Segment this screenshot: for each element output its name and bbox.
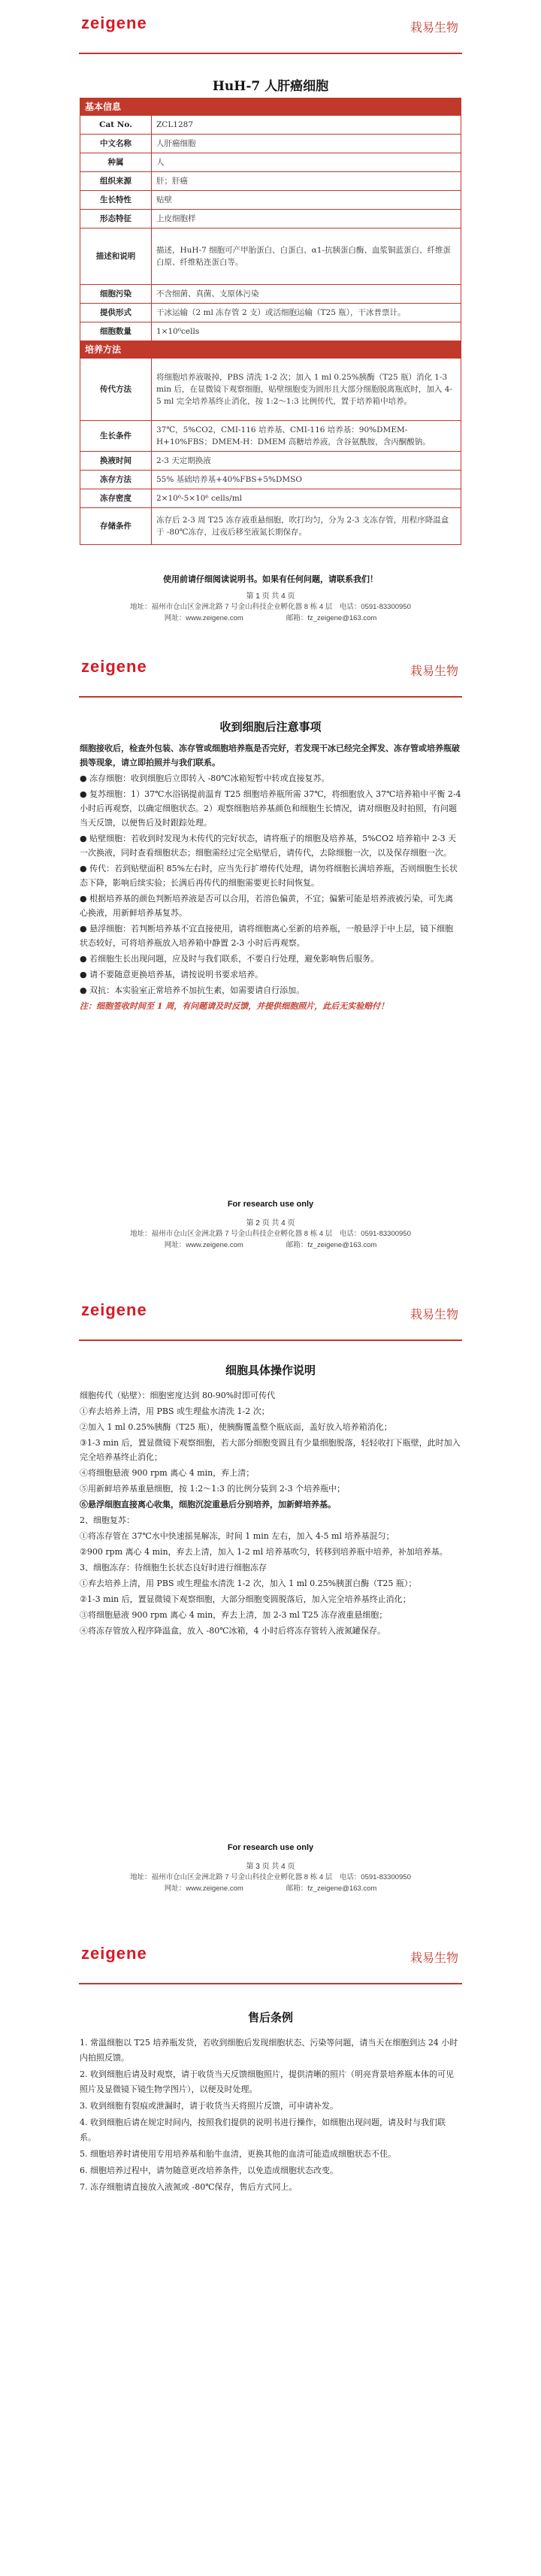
- section-title: 售后条例: [247, 2011, 293, 2024]
- list-item: ④将冻存管放入程序降温盒，放入 -80℃冰箱，4 小时后将冻存管转入液氮罐保存。: [80, 1626, 386, 1636]
- list-item: ● 贴壁细胞：若收到时发现为未传代的完好状态，请将瓶子的细胞及培养基，5%CO2 培养箱中 2-3 天一次换液，同时查看细胞状态；细胞需经过完全贴壁后，请传代，去除细胞一次，以及保存细胞一次。: [80, 834, 457, 858]
- page-number: 第 3 页 共 4 页: [246, 1863, 295, 1871]
- page-header: [0, 1287, 541, 1339]
- table-row: 换液时间 2-3 天定期换液: [80, 452, 461, 471]
- list-item: 5. 细胞培养时请使用专用培养基和胎牛血清，更换其他的血清可能造成细胞状态不佳。: [80, 2149, 396, 2159]
- zeigene-logo: zeigene: [81, 14, 147, 32]
- list-item: ● 悬浮细胞：若判断培养基不宜直接使用，请将细胞离心至新的培养瓶，一般悬浮于中上层，镜下细胞状态较好，可将培养瓶放入培养箱中静置 2-3 小时后再观察。: [80, 924, 454, 948]
- table-row: 细胞数量 1×10⁶cells: [80, 322, 461, 341]
- header-divider: [79, 1339, 462, 1341]
- page-header: [0, 0, 541, 53]
- notice-text: 使用前请仔细阅读说明书。如果有任何问题，请联系我们！: [163, 574, 378, 584]
- list-item: ● 双抗：本实验室正常培养不加抗生素，如需要请自行添加。: [80, 985, 305, 995]
- table-row: 冻存密度 2×10⁶-5×10⁶ cells/ml: [80, 489, 461, 508]
- spec-table: [80, 98, 461, 545]
- table-row: 冻存方法 55% 基础培养基+40%FBS+5%DMSO: [80, 471, 461, 489]
- footer-web: 网址：www.zeigene.com 邮箱：fz_zeigene@163.com: [164, 614, 377, 622]
- section-culture-method: 培养方法: [80, 341, 461, 359]
- brand-name: 栽易生物: [410, 664, 458, 678]
- research-use-label: For research use only: [227, 1200, 314, 1209]
- list-item: 3. 收到细胞有裂痕或泄漏时，请于收货当天将照片反馈，可申请补发。: [80, 2101, 338, 2111]
- warning-note: 注：细胞签收时间至 1 周，有问题请及时反馈，并提供细胞照片，此后无实验赔付！: [80, 1001, 389, 1011]
- table-row: 细胞污染 不含细菌、真菌、支原体污染: [80, 285, 461, 304]
- page-4: [0, 1930, 541, 2576]
- table-row: Cat No. ZCL1287: [80, 116, 461, 135]
- list-item: ②1-3 min 后，置显微镜下观察细胞，大部分细胞变圆脱落后，加入完全培养基终止消化；: [80, 1594, 411, 1604]
- list-item: ● 复苏细胞：1）37℃水浴锅提前温育 T25 细胞培养瓶所需 37℃，将细胞放入 37℃培养箱中平衡 2-4 小时后再观察，以确定细胞状态。2）观察细胞培养基颜色和细胞生长情况，请对细胞及时拍照，有问题当天反馈，以便售后及时跟踪处理。: [80, 789, 461, 828]
- table-row: 生长条件 37℃，5%CO2，CMI-116 培养基、CMI-116 培养基：90%DMEM-H+10%FBS；DMEM-H：DMEM 高糖培养液，含谷氨酰胺，含丙酮酸钠。: [80, 421, 461, 452]
- page-2: [0, 643, 541, 1287]
- research-use-label: For research use only: [227, 1843, 314, 1852]
- table-row: 种属 人: [80, 153, 461, 172]
- list-item: ①将冻存管在 37℃水中快速摇晃解冻，时间 1 min 左右，加入 4-5 ml 培养基混匀；: [80, 1531, 394, 1541]
- header-divider: [79, 696, 462, 698]
- list-item: ● 传代：若到贴壁面积 85%左右时，应当先行扩增传代处理，请勿将细胞长满培养瓶，否则细胞生长状态下降，影响后续实验；长满后再传代的细胞需要更长时间恢复。: [80, 864, 458, 888]
- table-row: 传代方法 将细胞培养液吸掉，PBS 清洗 1-2 次；加入 1 ml 0.25%胰酶（T25 瓶）消化 1-3 min 后，在显微镜下观察细胞，贴壁细胞变为圆形且大部分细胞脱离瓶底时，加入 4-5 ml 完全培养基终止消化，按 1:2～1:3 比例传代，置于培养箱中培养。: [80, 359, 461, 421]
- paragraph: 细胞传代（贴壁）：细胞密度达到 80-90%时即可传代: [80, 1391, 276, 1400]
- list-item: ②900 rpm 离心 4 min，弃去上清，加入 1-2 ml 培养基吹匀，转移到培养瓶中培养，补加培养基。: [80, 1547, 448, 1557]
- brand-name: 栽易生物: [410, 1307, 458, 1321]
- footer-address: 地址：福州市仓山区金洲北路 7 号金山科技企业孵化器 8 栋 4 层 电话：0591-83300950: [130, 1230, 411, 1238]
- page-3: [0, 1287, 541, 1930]
- paragraph: 细胞接收后，检查外包装、冻存管或细胞培养瓶是否完好，若发现干冰已经完全挥发、冻存管或培养瓶破损等现象，请立即拍照并与我们联系。: [80, 743, 460, 767]
- section-title: 细胞具体操作说明: [225, 1364, 316, 1377]
- table-row: 中文名称 人肝癌细胞: [80, 135, 461, 153]
- list-item: 4. 收到细胞后请在规定时间内，按照我们提供的说明书进行操作，如细胞出现问题，请及时与我们联系。: [80, 2117, 446, 2142]
- list-item: ③1-3 min 后，置显微镜下观察细胞，若大部分细胞变圆且有少量细胞脱落，轻轻收打下瓶壁，此时加入完全培养基终止消化；: [80, 1438, 461, 1462]
- list-item: ● 若细胞生长出现问题，应及时与我们联系，不要自行处理，避免影响售后服务。: [80, 954, 379, 964]
- footer-web: 网址：www.zeigene.com 邮箱：fz_zeigene@163.com: [164, 1241, 377, 1249]
- list-item: 6. 细胞培养过程中，请勿随意更改培养条件，以免造成细胞状态改变。: [80, 2166, 338, 2175]
- zeigene-logo: zeigene: [81, 1300, 147, 1319]
- section-basic-info: 基本信息: [80, 98, 461, 116]
- footer-web: 网址：www.zeigene.com 邮箱：fz_zeigene@163.com: [164, 1884, 377, 1893]
- operation-body: [80, 1388, 461, 1639]
- page-number: 第 2 页 共 4 页: [246, 1219, 295, 1227]
- list-item: 1. 常温细胞以 T25 培养瓶发货，若收到细胞后发现细胞状态、污染等问题，请当天在细胞到达 24 小时内拍照反馈。: [80, 2038, 458, 2063]
- page-header: [0, 1930, 541, 1983]
- zeigene-logo: zeigene: [81, 1944, 147, 1963]
- paragraph: 2、细胞复苏：: [80, 1515, 134, 1525]
- table-row: 组织来源 肝；肝癌: [80, 172, 461, 191]
- section-title: 收到细胞后注意事项: [219, 720, 322, 734]
- list-item: ③将细胞悬液 900 rpm 离心 4 min，弃去上清，加 2-3 ml T25 冻存液重悬细胞；: [80, 1610, 388, 1620]
- table-row: 描述和说明 描述，HuH-7 细胞可产甲胎蛋白、白蛋白、α1-抗胰蛋白酶、血浆铜蓝蛋白、纤维蛋白原、纤维粘连蛋白等。: [80, 229, 461, 285]
- table-row: 形态特征 上皮细胞样: [80, 210, 461, 229]
- zeigene-logo: zeigene: [81, 657, 147, 676]
- list-item: 7. 冻存细胞请直接放入液氮或 -80℃保存，售后方式同上。: [80, 2182, 298, 2192]
- table-row: 存储条件 冻存后 2-3 周 T25 冻存液重悬细胞，吹打均匀，分为 2-3 支冻存管，用程序降温盒于 -80℃冻存，过夜后移至液氮长期保存。: [80, 508, 461, 545]
- list-item: ①弃去培养上清，用 PBS 或生理盐水清洗 1-2 次，加入 1 ml 0.25%胰蛋白酶（T25 瓶）；: [80, 1579, 417, 1588]
- list-item: ①弃去培养上清，用 PBS 或生理盐水清洗 1-2 次；: [80, 1406, 270, 1416]
- list-item: ⑥悬浮细胞直接离心收集，细胞沉淀重悬后分别培养，加新鲜培养基。: [80, 1500, 336, 1509]
- list-item: ②加入 1 ml 0.25%胰酶（T25 瓶），使胰酶覆盖整个瓶底面，盖好放入培养箱消化；: [80, 1422, 392, 1432]
- list-item: 2. 收到细胞后请及时观察，请于收货当天反馈细胞照片，提供清晰的照片（明亮背景培养瓶本体的可见照片及显微镜下镜生物学图片），以便及时处理。: [80, 2069, 454, 2094]
- page-number: 第 1 页 共 4 页: [246, 592, 295, 601]
- brand-name: 栽易生物: [410, 1951, 458, 1965]
- table-row: 生长特性 贴壁: [80, 191, 461, 210]
- list-item: ● 请不要随意更换培养基，请按说明书要求培养。: [80, 970, 264, 979]
- table-row: 提供形式 干冰运输（2 ml 冻存管 2 支）或活细胞运输（T25 瓶），干冰普票计。: [80, 304, 461, 322]
- header-divider: [79, 1983, 462, 1984]
- page-1: [0, 0, 541, 643]
- notes-body: [80, 741, 461, 1015]
- footer-address: 地址：福州市仓山区金洲北路 7 号金山科技企业孵化器 8 栋 4 层 电话：0591-83300950: [130, 603, 411, 611]
- header-divider: [79, 53, 462, 54]
- list-item: ④将细胞悬液 900 rpm 离心 4 min，弃上清；: [80, 1468, 255, 1478]
- page-header: [0, 643, 541, 696]
- aftersales-body: [80, 2036, 461, 2196]
- brand-name: 栽易生物: [410, 20, 458, 35]
- list-item: ● 冻存细胞：收到细胞后立即转入 -80℃冰箱短暂中转或直接复苏。: [80, 773, 330, 783]
- list-item: ● 根据培养基的颜色判断培养液是否可以合用，若溶色偏黄，不宜；偏紫可能是培养液被污染，可先离心换液，用新鲜培养基复苏。: [80, 894, 454, 918]
- paragraph: 3、细胞冻存：待细胞生长状态良好时进行细胞冻存: [80, 1563, 267, 1573]
- list-item: ⑤用新鲜培养基重悬细胞，按 1:2～1:3 的比例分装到 2-3 个培养瓶中；: [80, 1484, 346, 1494]
- page-title: HuH-7 人肝癌细胞: [212, 79, 329, 94]
- footer-address: 地址：福州市仓山区金洲北路 7 号金山科技企业孵化器 8 栋 4 层 电话：0591-83300950: [130, 1873, 411, 1881]
